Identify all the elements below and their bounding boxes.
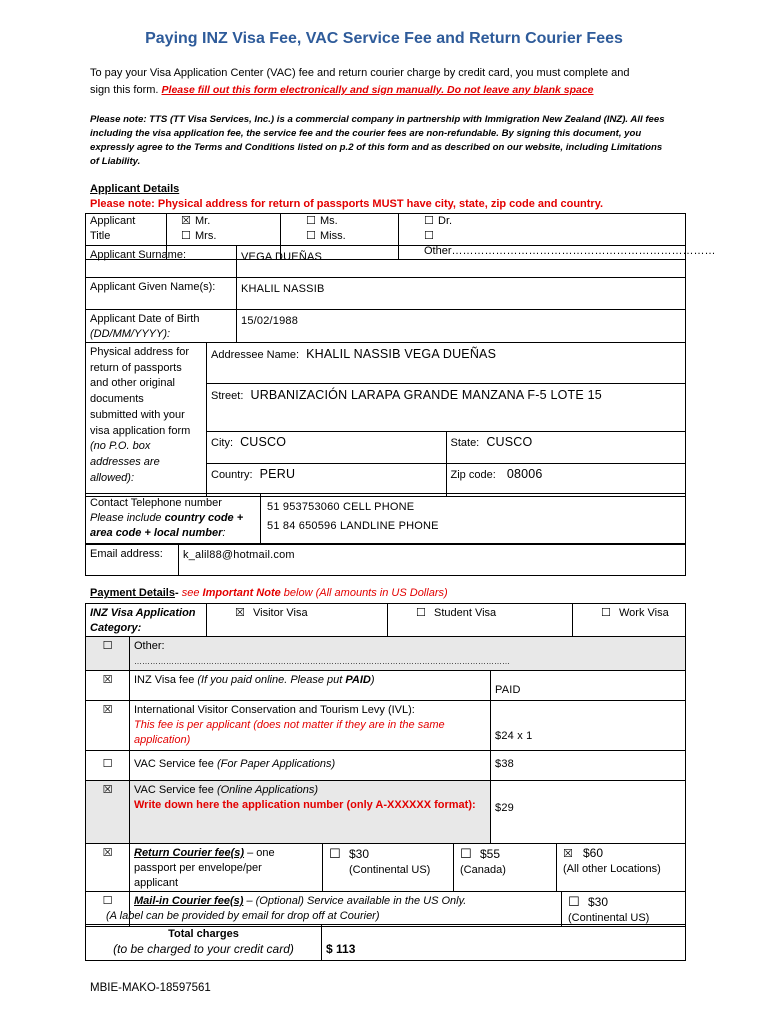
surname-label: Applicant Surname: xyxy=(86,246,237,278)
terms-note: Please note: TTS (TT Visa Services, Inc.) is a commercial company in partnership with Immigration New Zealand (INZ). All fees including the visa application fee, the service fee and the courier fees are non-refundable. By signing this document, you expressly agree to the Terms and Conditions listed on p.2 of this form and as described on our website, including Limitations of Liability. xyxy=(90,114,665,167)
category-student[interactable]: ☐ Student Visa xyxy=(388,604,573,637)
zip-row xyxy=(446,464,686,497)
address-label: Physical address for return of passports and other original documents submitted with your visa application form (no P.O. box addresses are allowed): xyxy=(86,343,207,497)
addressee-field[interactable]: KHALIL NASSIB VEGA DUEÑAS xyxy=(306,347,497,361)
address-table xyxy=(85,342,686,497)
phone-line-1: 51 953753060 CELL PHONE xyxy=(267,501,415,513)
category-visitor[interactable]: ☒ Visitor Visa xyxy=(207,604,388,637)
street-field[interactable]: URBANIZACIÓN LARAPA GRANDE MANZANA F-5 LOTE 15 xyxy=(250,388,602,402)
country-field[interactable]: PERU xyxy=(259,467,296,481)
intro-line2: sign this form. xyxy=(90,84,162,96)
city-label: City: xyxy=(211,437,233,449)
country-label: Country: xyxy=(211,469,253,481)
phone-field[interactable] xyxy=(261,494,686,544)
inz-fee-label: INZ Visa fee (If you paid online. Please put PAID) xyxy=(130,671,491,701)
intro-warning: Please fill out this form electronically and sign manually. Do not leave any blank space xyxy=(161,84,594,96)
other-field[interactable]: Other: …………………………………………………………………………………………………………………………… xyxy=(130,637,686,671)
intro-line1: To pay your Visa Application Center (VAC) fee and return courier charge by credit card, you must complete and xyxy=(90,67,630,79)
street-label: Street: xyxy=(211,390,244,402)
other-checkbox[interactable]: ☐ xyxy=(86,637,130,671)
city-row xyxy=(207,432,447,464)
addressee-label: Addressee Name: xyxy=(211,349,300,361)
return-courier-table xyxy=(85,843,686,892)
city-field[interactable]: CUSCO xyxy=(240,435,287,449)
ivl-amount[interactable]: $24 x 1 xyxy=(491,701,686,751)
return-option-us[interactable]: ☐ $30 (Continental US) xyxy=(323,844,454,892)
inz-fee-checkbox[interactable]: ☒ xyxy=(86,671,130,701)
title-miss[interactable]: ☐ Miss. xyxy=(306,230,346,242)
vac-online-amount[interactable]: $29 xyxy=(491,781,686,844)
country-row xyxy=(207,464,447,497)
email-label: Email address: xyxy=(86,545,179,576)
zip-label: Zip code: xyxy=(450,469,496,481)
return-option-other[interactable]: ☒ $60 (All other Locations) xyxy=(557,844,686,892)
mailin-courier-table xyxy=(85,891,686,927)
state-label: State: xyxy=(450,437,480,449)
title-mrs[interactable]: ☐ Mrs. xyxy=(181,230,217,242)
vac-paper-amount[interactable]: $38 xyxy=(491,751,686,781)
address-warning: Please note: Physical address for return of passports MUST have city, state, zip code and country. xyxy=(90,198,604,210)
ivl-label: International Visitor Conservation and Tourism Levy (IVL): This fee is per applicant (does not matter if they are in the same application) xyxy=(130,701,491,751)
vac-paper-label: VAC Service fee (For Paper Applications) xyxy=(130,751,491,781)
title-dr[interactable]: ☐ Dr. xyxy=(424,215,453,227)
email-table xyxy=(85,544,686,576)
addressee-row xyxy=(207,343,686,384)
given-name-field[interactable]: KHALIL NASSIB xyxy=(237,278,686,310)
given-name-label: Applicant Given Name(s): xyxy=(86,278,237,310)
contact-table xyxy=(85,493,686,544)
mailin-option-us[interactable]: ☐ $30 (Continental US) xyxy=(562,892,686,927)
phone-label: Contact Telephone number Please include country code + area code + local number: xyxy=(86,494,261,544)
vac-paper-checkbox[interactable]: ☐ xyxy=(86,751,130,781)
ivl-checkbox[interactable]: ☒ xyxy=(86,701,130,751)
title-mr[interactable]: ☒ Mr. xyxy=(181,215,211,227)
title-label: Applicant Title xyxy=(86,214,167,260)
surname-field[interactable]: VEGA DUEÑAS xyxy=(237,246,686,278)
dob-field[interactable]: 15/02/1988 xyxy=(237,310,686,343)
return-option-canada[interactable]: ☐ $55 (Canada) xyxy=(454,844,557,892)
mailin-label: Mail-in Courier fee(s) – (Optional) Service available in the US Only. (A label can be provided by email for drop off at Courier) xyxy=(130,892,562,927)
dob-label: Applicant Date of Birth (DD/MM/YYYY): xyxy=(86,310,237,343)
total-label: Total charges (to be charged to your credit card) xyxy=(86,925,322,961)
footer-code: MBIE-MAKO-18597561 xyxy=(90,982,211,994)
vac-online-checkbox[interactable]: ☒ xyxy=(86,781,130,844)
total-amount[interactable]: $ 113 xyxy=(322,925,686,961)
street-row xyxy=(207,384,686,432)
state-field[interactable]: CUSCO xyxy=(486,435,533,449)
phone-line-2: 51 84 650596 LANDLINE PHONE xyxy=(267,520,439,532)
intro-text xyxy=(90,65,690,99)
fees-table xyxy=(85,670,686,844)
payment-heading: Payment Details- see Important Note below (All amounts in US Dollars) xyxy=(90,587,448,599)
mailin-checkbox[interactable]: ☐ xyxy=(86,892,130,927)
category-table xyxy=(85,603,686,637)
applicant-name-table xyxy=(85,245,686,343)
total-table xyxy=(85,924,686,961)
inz-fee-amount[interactable]: PAID xyxy=(491,671,686,701)
title-ms[interactable]: ☐ Ms. xyxy=(306,215,338,227)
page-title: Paying INZ Visa Fee, VAC Service Fee and Return Courier Fees xyxy=(145,30,623,47)
category-label: INZ Visa Application Category: xyxy=(86,604,207,637)
return-courier-checkbox[interactable]: ☒ xyxy=(86,844,130,892)
state-row xyxy=(446,432,686,464)
return-courier-label: Return Courier fee(s) – one passport per envelope/per applicant xyxy=(130,844,323,892)
category-work[interactable]: ☐ Work Visa xyxy=(573,604,686,637)
applicant-heading: Applicant Details xyxy=(90,183,180,195)
category-other-table xyxy=(85,636,686,671)
title-other[interactable]: ☐Other……………………………………………………………… xyxy=(424,230,716,257)
email-field[interactable]: k_alil88@hotmail.com xyxy=(179,545,686,576)
vac-online-label: VAC Service fee (Online Applications) Write down here the application number (only A-XXXXXX format): xyxy=(130,781,491,844)
zip-field[interactable]: 08006 xyxy=(506,467,543,481)
